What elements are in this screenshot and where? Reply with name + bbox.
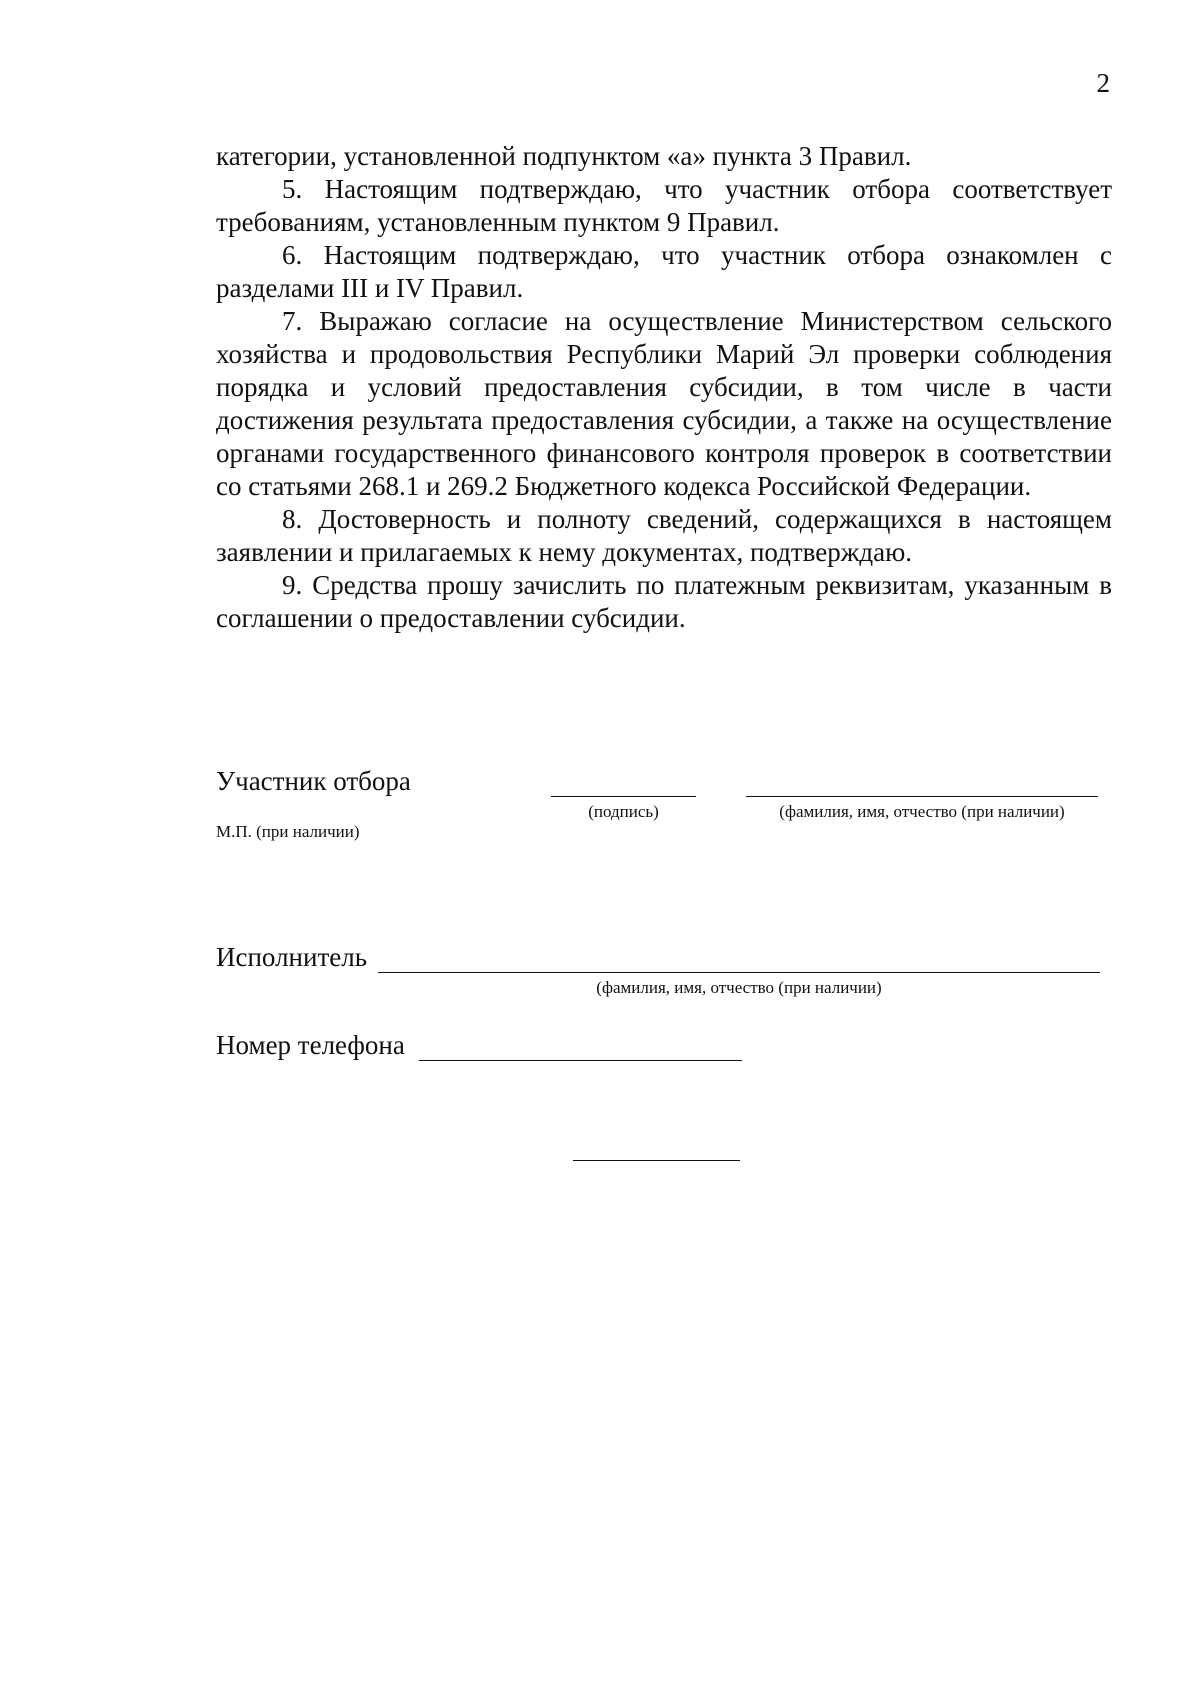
signature-line bbox=[551, 796, 696, 797]
executor-label: Исполнитель bbox=[216, 942, 368, 972]
paragraph-9: 9. Средства прошу зачислить по платежным реквизитам, указанным в соглашении о предоставлении субсидии. bbox=[216, 570, 1112, 633]
page-number: 2 bbox=[1096, 68, 1110, 98]
executor-name-line bbox=[378, 972, 1100, 973]
paragraph-8: 8. Достоверность и полноту сведений, содержащихся в настоящем заявлении и прилагаемых к нему документах, подтверждаю. bbox=[216, 504, 1112, 567]
participant-name-caption: (фамилия, имя, отчество (при наличии) bbox=[779, 802, 1065, 821]
signature-caption: (подпись) bbox=[588, 802, 659, 821]
participant-name-line bbox=[746, 796, 1098, 797]
paragraph-7: 7. Выражаю согласие на осуществление Министерством сельского хозяйства и продовольствия Республики Марий Эл проверки соблюдения порядка и условий предоставления субсидии, в том числе в части достижения результата предоставления субсидии, а также на осуществление органами государственного финансового контроля проверок в соответствии со статьями 268.1 и 269.2 Бюджетного кодекса Российской Федерации. bbox=[216, 306, 1112, 501]
participant-label: Участник отбора bbox=[216, 766, 411, 796]
closing-separator bbox=[573, 1160, 740, 1161]
document-body bbox=[216, 140, 1112, 635]
paragraph-continuation: категории, установленной подпунктом «а» пункта 3 Правил. bbox=[216, 141, 912, 171]
phone-line bbox=[419, 1060, 742, 1061]
paragraph-5: 5. Настоящим подтверждаю, что участник отбора соответствует требованиям, установленным пунктом 9 Правил. bbox=[216, 174, 1112, 237]
phone-label: Номер телефона bbox=[216, 1030, 405, 1060]
stamp-label: М.П. (при наличии) bbox=[216, 822, 360, 841]
executor-name-caption: (фамилия, имя, отчество (при наличии) bbox=[596, 978, 882, 997]
paragraph-6: 6. Настоящим подтверждаю, что участник отбора ознакомлен с разделами III и IV Правил. bbox=[216, 240, 1112, 303]
